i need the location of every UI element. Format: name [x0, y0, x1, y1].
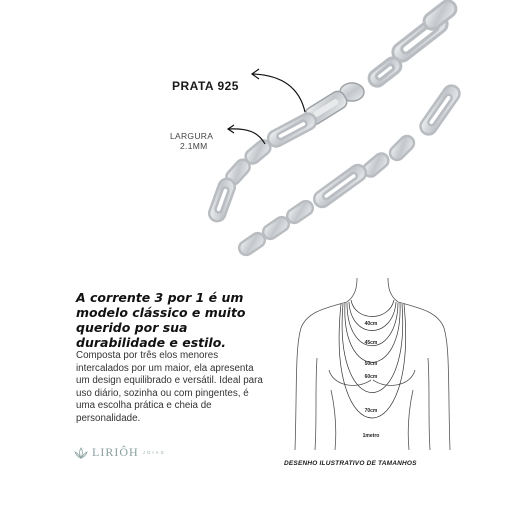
- size-label-70: 70cm: [364, 408, 378, 414]
- size-label-50: 50cm: [364, 361, 378, 367]
- material-arrow-icon: [252, 74, 305, 112]
- description-headline: A corrente 3 por 1 é um modelo clássico e muito querido por sua durabilidade e estilo.: [76, 290, 246, 350]
- width-label: [170, 131, 213, 151]
- brand-sub: JOIAS: [142, 450, 166, 455]
- chain-right-segment: [236, 82, 462, 257]
- size-chart-caption: DESENHO ILUSTRATIVO DE TAMANHOS: [284, 460, 417, 467]
- size-chart-illustration: [285, 278, 460, 450]
- width-label-value: 2.1MM: [180, 141, 208, 151]
- size-label-45: 45cm: [364, 340, 378, 346]
- brand-logo: [74, 445, 166, 460]
- size-label-1m: 1metro: [362, 433, 380, 439]
- size-label-40: 40cm: [364, 321, 378, 327]
- lotus-icon: [74, 446, 88, 460]
- size-label-60: 60cm: [364, 374, 378, 380]
- necklace-lengths: [339, 300, 405, 418]
- description-body: Composta por três elos menores intercalados por um maior, ela apresenta um design equilibrado e versátil. Ideal para uso diário, sozinha ou com pingentes, é uma escolha prática e cheia de personalidade.: [76, 350, 263, 424]
- brand-name: LIRIÔH: [92, 445, 139, 459]
- material-label: PRATA 925: [172, 79, 239, 93]
- width-label-title: LARGURA: [170, 131, 214, 141]
- chain-upper-segment: [366, 0, 459, 89]
